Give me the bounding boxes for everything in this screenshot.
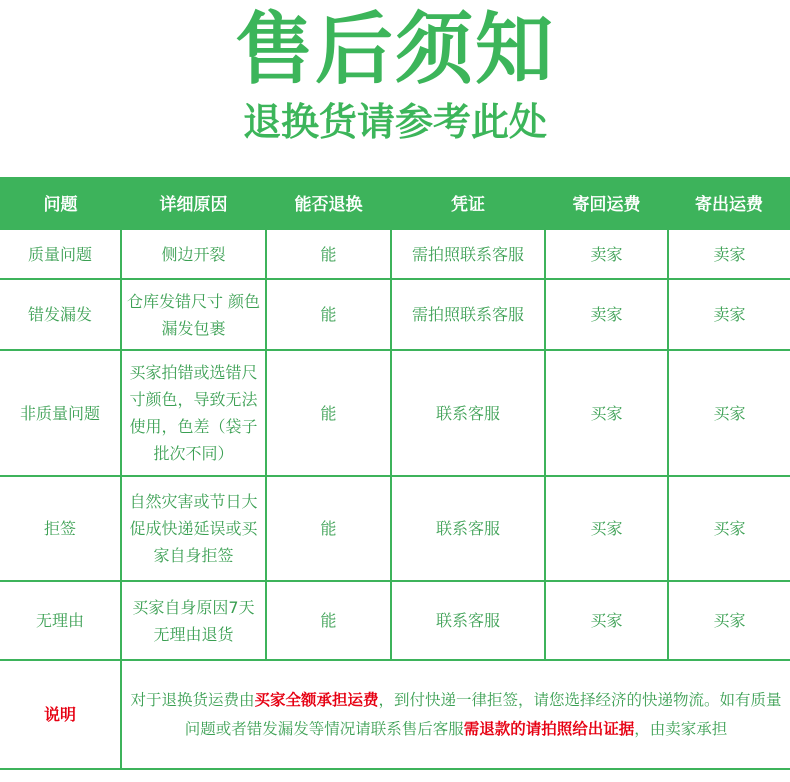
cell-issue: 非质量问题 bbox=[0, 350, 121, 476]
cell-reason: 自然灾害或节日大促成快递延误或买家自身拒签 bbox=[121, 476, 266, 581]
cell-issue: 质量问题 bbox=[0, 229, 121, 279]
table-row bbox=[0, 229, 790, 279]
header-returnable: 能否退换 bbox=[266, 177, 391, 229]
header-proof: 凭证 bbox=[391, 177, 545, 229]
cell-return-shipping: 买家 bbox=[545, 581, 668, 660]
table-row bbox=[0, 350, 790, 476]
cell-return-shipping: 买家 bbox=[545, 476, 668, 581]
cell-reason: 买家自身原因7天无理由退货 bbox=[121, 581, 266, 660]
note-row bbox=[0, 660, 790, 769]
after-sales-table bbox=[0, 177, 790, 770]
table-header bbox=[0, 177, 790, 229]
cell-proof: 需拍照联系客服 bbox=[391, 229, 545, 279]
cell-reason: 仓库发错尺寸 颜色漏发包裹 bbox=[121, 279, 266, 350]
cell-proof: 联系客服 bbox=[391, 581, 545, 660]
cell-proof: 联系客服 bbox=[391, 350, 545, 476]
note-part: 对于退换货运费由 bbox=[130, 690, 255, 709]
cell-return-shipping: 卖家 bbox=[545, 279, 668, 350]
note-part: ，由卖家承担 bbox=[634, 719, 728, 738]
table-row bbox=[0, 279, 790, 350]
cell-proof: 需拍照联系客服 bbox=[391, 279, 545, 350]
note-part: ，到付快递一律拒签，请您选择经济的快递物流。如有质量问题或者错发漏发等情况请联系售后客服 bbox=[184, 690, 782, 738]
cell-reason: 侧边开裂 bbox=[121, 229, 266, 279]
cell-returnable: 能 bbox=[266, 350, 391, 476]
cell-reason: 买家拍错或选错尺寸颜色，导致无法使用，色差（袋子批次不同） bbox=[121, 350, 266, 476]
cell-send-shipping: 买家 bbox=[668, 350, 790, 476]
header-send-shipping: 寄出运费 bbox=[668, 177, 790, 229]
cell-send-shipping: 卖家 bbox=[668, 229, 790, 279]
table-row bbox=[0, 476, 790, 581]
table-row bbox=[0, 581, 790, 660]
cell-issue: 无理由 bbox=[0, 581, 121, 660]
note-highlight: 买家全额承担运费 bbox=[254, 690, 379, 709]
cell-return-shipping: 卖家 bbox=[545, 229, 668, 279]
cell-send-shipping: 买家 bbox=[668, 476, 790, 581]
header-issue: 问题 bbox=[0, 177, 121, 229]
cell-return-shipping: 买家 bbox=[545, 350, 668, 476]
note-highlight: 需退款的请拍照给出证据 bbox=[463, 719, 635, 738]
cell-issue: 拒签 bbox=[0, 476, 121, 581]
cell-proof: 联系客服 bbox=[391, 476, 545, 581]
cell-returnable: 能 bbox=[266, 476, 391, 581]
cell-issue: 错发漏发 bbox=[0, 279, 121, 350]
note-label: 说明 bbox=[0, 660, 121, 769]
page-subtitle: 退换货请参考此处 bbox=[242, 100, 547, 144]
header-return-shipping: 寄回运费 bbox=[545, 177, 668, 229]
header-reason: 详细原因 bbox=[121, 177, 266, 229]
page-title: 售后须知 bbox=[234, 5, 555, 95]
cell-returnable: 能 bbox=[266, 581, 391, 660]
note-text bbox=[121, 660, 790, 769]
cell-returnable: 能 bbox=[266, 279, 391, 350]
cell-send-shipping: 卖家 bbox=[668, 279, 790, 350]
cell-send-shipping: 买家 bbox=[668, 581, 790, 660]
cell-returnable: 能 bbox=[266, 229, 391, 279]
